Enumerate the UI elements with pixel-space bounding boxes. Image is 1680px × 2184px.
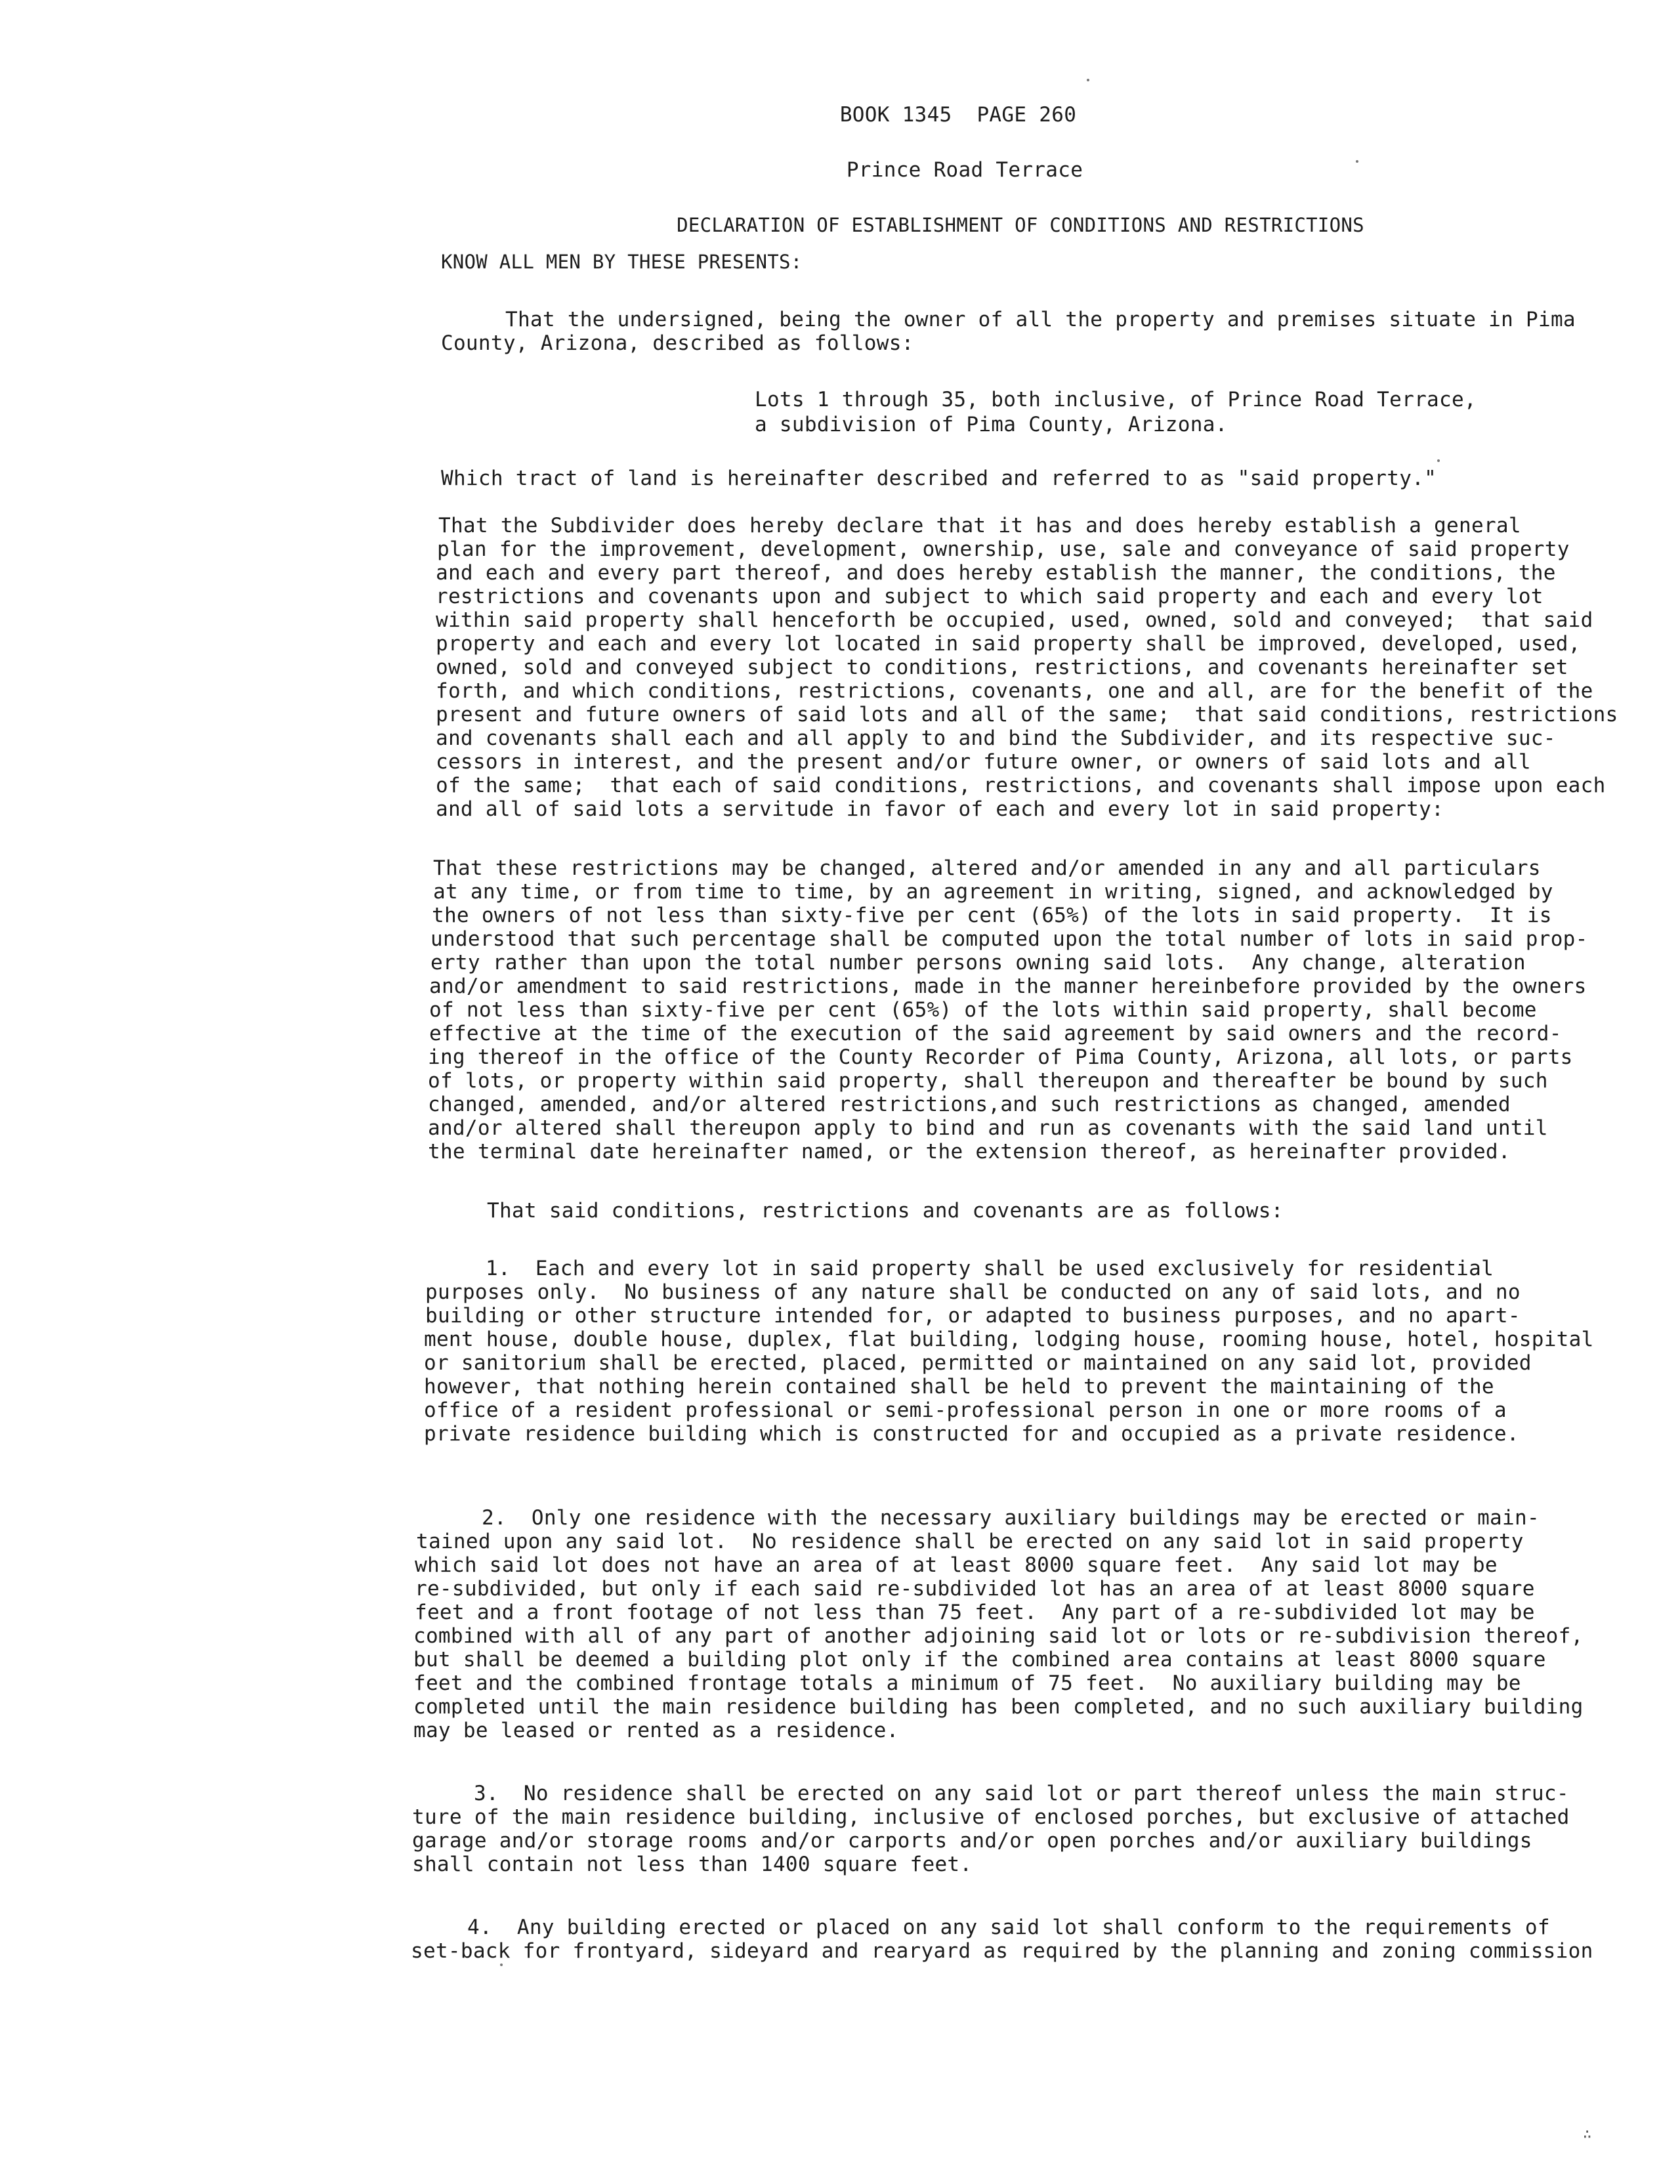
scan-speck [1087,79,1089,81]
text-line: That the undersigned, being the owner of all the property and premises situate in Pima [505,308,1576,331]
text-line: of lots, or property within said property, shall thereupon and thereafter be bound by such [428,1069,1548,1093]
text-line: office of a resident professional or semi-professional person in one or more rooms of a [424,1398,1507,1422]
text-line: or sanitorium shall be erected, placed, permitted or maintained on any said lot, provided [424,1351,1532,1375]
text-line: at any time, or from time to time, by an agreement in writing, signed, and acknowledged by [433,880,1553,904]
text-line: erty rather than upon the total number persons owning said lots. Any change, alteration [430,951,1526,975]
text-line: the owners of not less than sixty-five per cent (65%) of the lots in said property. It is [432,904,1552,927]
text-line: cessors in interest, and the present and/or future owner, or owners of said lots and all [436,750,1531,774]
text-line: plan for the improvement, development, ownership, use, sale and conveyance of said property [437,537,1570,561]
text-line: and covenants shall each and all apply to and bind the Subdivider, and its respective suc- [436,726,1556,750]
text-line: That these restrictions may be changed, altered and/or amended in any and all particulars [433,856,1541,880]
text-line: the terminal date hereinafter named, or the extension thereof, as hereinafter provided. [428,1140,1511,1164]
text-line: and all of said lots a servitude in favor of each and every lot in said property: [436,797,1444,821]
text-line: however, that nothing herein contained shall be held to prevent the maintaining of the [424,1375,1494,1398]
text-line: understood that such percentage shall be computed upon the total number of lots in said prop- [430,927,1588,951]
text-line: changed, amended, and/or altered restrictions,and such restrictions as changed, amended [428,1093,1511,1116]
text-line: re-subdivided, but only if each said re-subdivided lot has an area of at least 8000 square [415,1577,1535,1601]
scan-speck [500,1964,503,1966]
text-line: ment house, double house, duplex, flat building, lodging house, rooming house, hotel, hospital [424,1328,1594,1351]
text-line: of not less than sixty-five per cent (65%) of the lots within said property, shall become [429,998,1537,1022]
book-page-header: BOOK 1345 PAGE 260 [839,103,1077,127]
text-line: shall contain not less than 1400 square feet. [412,1853,973,1876]
text-line: set-back for frontyard, sideyard and rearyard as required by the planning and zoning commission [411,1939,1593,1963]
text-line: ing thereof in the office of the County Recorder of Pima County, Arizona, all lots, or parts [428,1045,1573,1069]
text-line: which said lot does not have an area of at least 8000 square feet. Any said lot may be [415,1553,1498,1577]
text-line: 4. Any building erected or placed on any said lot shall conform to the requirements of [467,1916,1550,1939]
text-line: 1. Each and every lot in said property shall be used exclusively for residential [486,1257,1494,1280]
text-line: That the Subdivider does hereby declare that it has and does hereby establish a general [438,514,1521,537]
text-line: completed until the main residence building has been completed, and no such auxiliary building [413,1695,1584,1719]
subdivision-name: Prince Road Terrace [846,158,1083,182]
text-line: and/or amendment to said restrictions, made in the manner hereinbefore provided by the owners [429,975,1587,998]
text-line: may be leased or rented as a residence. [413,1719,899,1742]
scan-speck [1356,160,1358,163]
text-line: combined with all of any part of another adjoining said lot or lots or re-subdivision thereof, [413,1624,1584,1648]
text-line: effective at the time of the execution of the said agreement by said owners and the record- [429,1022,1562,1045]
text-line: building or other structure intended for, or adapted to business purposes, and no apart- [425,1304,1521,1328]
opening-line: KNOW ALL MEN BY THESE PRESENTS: [441,251,803,273]
text-line: feet and the combined frontage totals a minimum of 75 feet. No auxiliary building may be [413,1671,1521,1695]
conditions-intro: That said conditions, restrictions and covenants are as follows: [487,1199,1284,1223]
text-line: Lots 1 through 35, both inclusive, of Prince Road Terrace, [755,388,1477,411]
text-line: purposes only. No business of any nature shall be conducted on any of said lots, and no [425,1280,1521,1304]
text-line: within said property shall henceforth be occupied, used, owned, sold and conveyed; that said [436,608,1593,632]
text-line: of the same; that each of said conditions, restrictions, and covenants shall impose upon each [436,774,1606,797]
scan-speck [1437,459,1440,462]
text-line: 3. No residence shall be erected on any said lot or part thereof unless the main struc- [474,1782,1569,1805]
text-line: tained upon any said lot. No residence shall be erected on any said lot in said property [416,1530,1524,1553]
text-line: 2. Only one residence with the necessary auxiliary buildings may be erected or main- [482,1506,1540,1530]
declaration-title: DECLARATION OF ESTABLISHMENT OF CONDITIONS AND RESTRICTIONS [677,214,1364,236]
text-line: County, Arizona, described as follows: [441,331,914,355]
text-line: restrictions and covenants upon and subject to which said property and each and every lot [436,585,1544,608]
tract-sentence: Which tract of land is hereinafter described and referred to as "said property." [441,467,1437,490]
text-line: property and each and every lot located in said property shall be improved, developed, used, [436,632,1581,656]
text-line: forth, and which conditions, restrictions, covenants, one and all, are for the benefit of the [436,679,1593,703]
text-line: garage and/or storage rooms and/or carports and/or open porches and/or auxiliary buildings [412,1829,1532,1853]
scan-mark-icon: ∴ [1583,2126,1592,2143]
text-line: feet and a front footage of not less than 75 feet. Any part of a re-subdivided lot may be [415,1601,1535,1624]
text-line: private residence building which is constructed for and occupied as a private residence. [424,1422,1519,1446]
text-line: ture of the main residence building, inclusive of enclosed porches, but exclusive of attached [412,1805,1570,1829]
text-line: and each and every part thereof, and does hereby establish the manner, the conditions, the [436,561,1556,585]
text-line: but shall be deemed a building plot only if the combined area contains at least 8000 square [413,1648,1546,1671]
text-line: a subdivision of Pima County, Arizona. [755,413,1228,436]
text-line: owned, sold and conveyed subject to conditions, restrictions, and covenants hereinafter set [436,656,1568,679]
text-line: present and future owners of said lots and all of the same; that said conditions, restrictions [436,703,1618,726]
text-line: and/or altered shall thereupon apply to bind and run as covenants with the said land until [428,1116,1548,1140]
